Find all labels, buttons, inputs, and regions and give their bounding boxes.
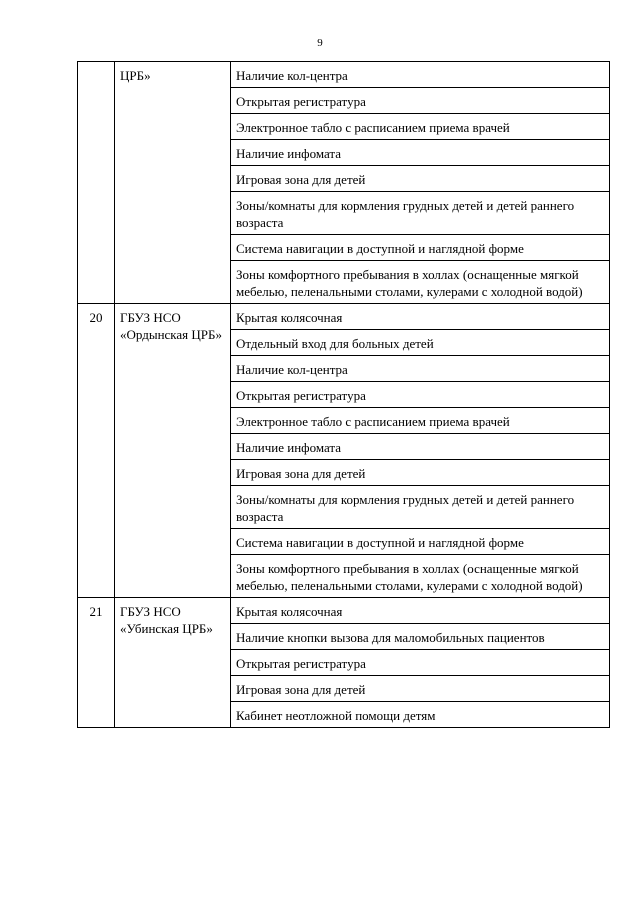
facility-item-cell: Наличие кнопки вызова для маломобильных пациентов xyxy=(231,624,610,650)
row-number-cell: 21 xyxy=(78,598,115,728)
table-body xyxy=(78,62,610,728)
facility-item-cell: Открытая регистратура xyxy=(231,382,610,408)
facility-item-cell: Зоны/комнаты для кормления грудных детей и детей раннего возраста xyxy=(231,192,610,235)
facility-item-cell: Игровая зона для детей xyxy=(231,460,610,486)
facility-item-cell: Система навигации в доступной и наглядной форме xyxy=(231,529,610,555)
facility-item-cell: Открытая регистратура xyxy=(231,88,610,114)
facility-item-cell: Электронное табло с расписанием приема врачей xyxy=(231,408,610,434)
facility-item-cell: Крытая колясочная xyxy=(231,304,610,330)
page-number: 9 xyxy=(317,37,323,49)
facility-item-cell: Зоны/комнаты для кормления грудных детей и детей раннего возраста xyxy=(231,486,610,529)
facility-item-cell: Наличие кол-центра xyxy=(231,62,610,88)
table-row xyxy=(78,62,610,88)
facility-item-cell: Отдельный вход для больных детей xyxy=(231,330,610,356)
facility-item-cell: Кабинет неотложной помощи детям xyxy=(231,702,610,728)
facility-item-cell: Наличие инфомата xyxy=(231,434,610,460)
facility-item-cell: Крытая колясочная xyxy=(231,598,610,624)
facility-item-cell: Система навигации в доступной и наглядной форме xyxy=(231,235,610,261)
facility-item-cell: Электронное табло с расписанием приема врачей xyxy=(231,114,610,140)
organization-cell: ЦРБ» xyxy=(115,62,231,304)
facility-item-cell: Наличие кол-центра xyxy=(231,356,610,382)
row-number-cell: 20 xyxy=(78,304,115,598)
facility-item-cell: Игровая зона для детей xyxy=(231,166,610,192)
organization-cell: ГБУЗ НСО «Ордынская ЦРБ» xyxy=(115,304,231,598)
organization-cell: ГБУЗ НСО «Убинская ЦРБ» xyxy=(115,598,231,728)
table-row xyxy=(78,598,610,624)
facility-item-cell: Зоны комфортного пребывания в холлах (оснащенные мягкой мебелью, пеленальными столами, кулерами с холодной водой) xyxy=(231,555,610,598)
facility-item-cell: Игровая зона для детей xyxy=(231,676,610,702)
facilities-table xyxy=(77,61,610,728)
facility-item-cell: Открытая регистратура xyxy=(231,650,610,676)
table-row xyxy=(78,304,610,330)
facility-item-cell: Наличие инфомата xyxy=(231,140,610,166)
row-number-cell xyxy=(78,62,115,304)
facility-item-cell: Зоны комфортного пребывания в холлах (оснащенные мягкой мебелью, пеленальными столами, кулерами с холодной водой) xyxy=(231,261,610,304)
